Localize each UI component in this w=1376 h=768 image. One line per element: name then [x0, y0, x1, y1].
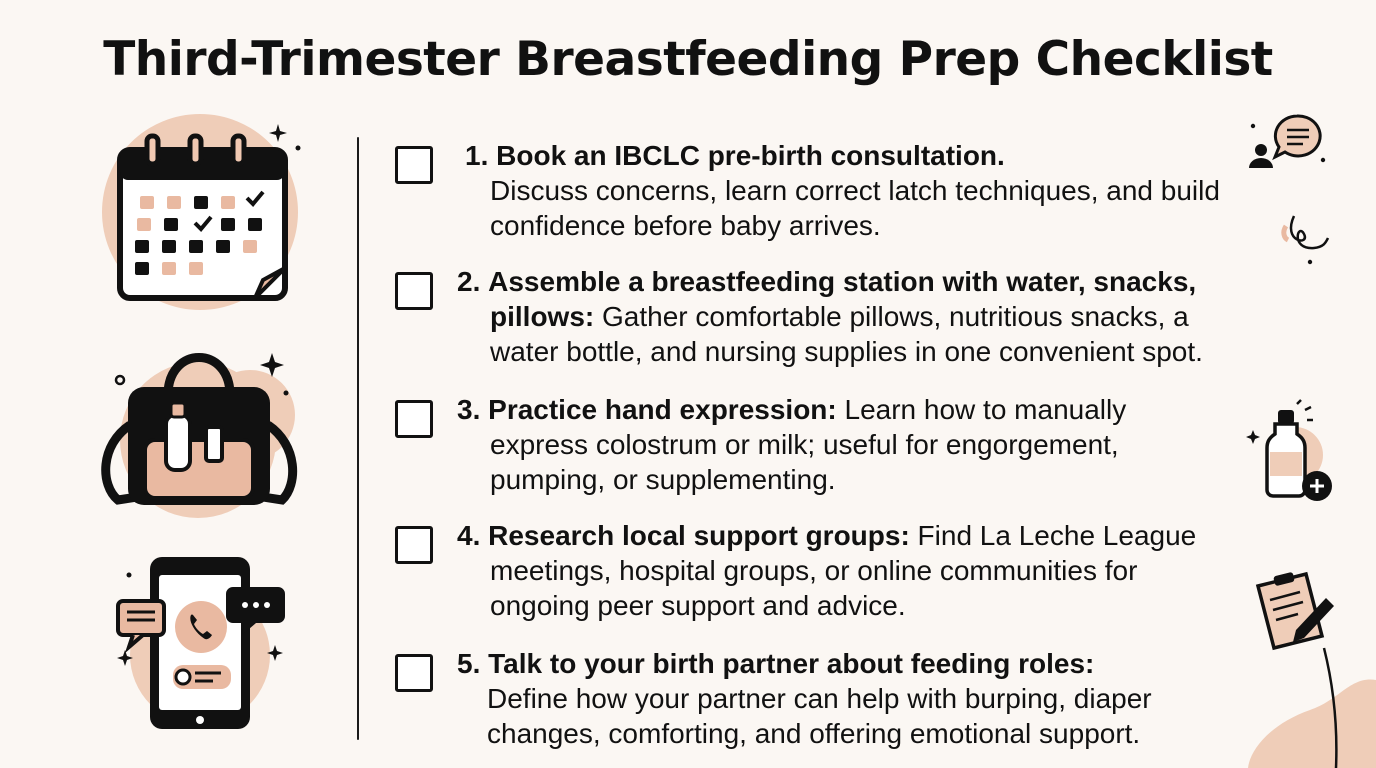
checkbox-5[interactable]	[395, 654, 433, 692]
item-lead: Book an IBCLC pre-birth consultation.	[496, 140, 1005, 171]
checkbox-4[interactable]	[395, 526, 433, 564]
item-desc-line: Discuss concerns, learn correct latch techniques, and build	[490, 175, 1220, 206]
checkbox-2[interactable]	[395, 272, 433, 310]
item-desc-line: express colostrum or milk; useful for engorgement,	[490, 429, 1119, 460]
item-text-3	[457, 392, 1327, 497]
item-lead: Research local support groups:	[488, 520, 910, 551]
phone-chat-icon	[115, 555, 290, 735]
item-desc-line: changes, comforting, and offering emotional support.	[487, 718, 1141, 749]
item-number: 1.	[465, 140, 489, 171]
vertical-divider	[357, 137, 359, 740]
item-lead-continued: pillows:	[490, 301, 595, 332]
item-desc-line: confidence before baby arrives.	[490, 210, 881, 241]
checkbox-3[interactable]	[395, 400, 433, 438]
page-title: Third-Trimester Breastfeeding Prep Checklist	[103, 32, 1273, 87]
item-desc-line: Define how your partner can help with burping, diaper	[487, 683, 1152, 714]
item-number: 3.	[457, 394, 481, 425]
item-desc-line: Find La Leche League	[909, 520, 1197, 551]
item-number: 5.	[457, 648, 481, 679]
item-text-4	[457, 518, 1327, 623]
item-lead: Assemble a breastfeeding station with water, snacks,	[488, 266, 1197, 297]
calendar-icon	[95, 120, 315, 320]
item-desc-line: Learn how to manually	[836, 394, 1127, 425]
item-number: 2.	[457, 266, 481, 297]
item-text-1	[457, 138, 1335, 243]
item-desc-line: water bottle, and nursing supplies in one convenient spot.	[490, 336, 1203, 367]
item-text-5	[457, 646, 1327, 751]
item-desc-line: meetings, hospital groups, or online communities for	[490, 555, 1138, 586]
item-lead: Talk to your birth partner about feeding roles:	[488, 648, 1095, 679]
diaper-bag-icon	[100, 345, 300, 520]
item-lead: Practice hand expression:	[488, 394, 837, 425]
item-desc-line: Gather comfortable pillows, nutritious snacks, a	[594, 301, 1189, 332]
item-number: 4.	[457, 520, 481, 551]
checkbox-1[interactable]	[395, 146, 433, 184]
item-text-2	[457, 264, 1327, 369]
item-desc-line: ongoing peer support and advice.	[490, 590, 906, 621]
item-desc-line: pumping, or supplementing.	[490, 464, 836, 495]
